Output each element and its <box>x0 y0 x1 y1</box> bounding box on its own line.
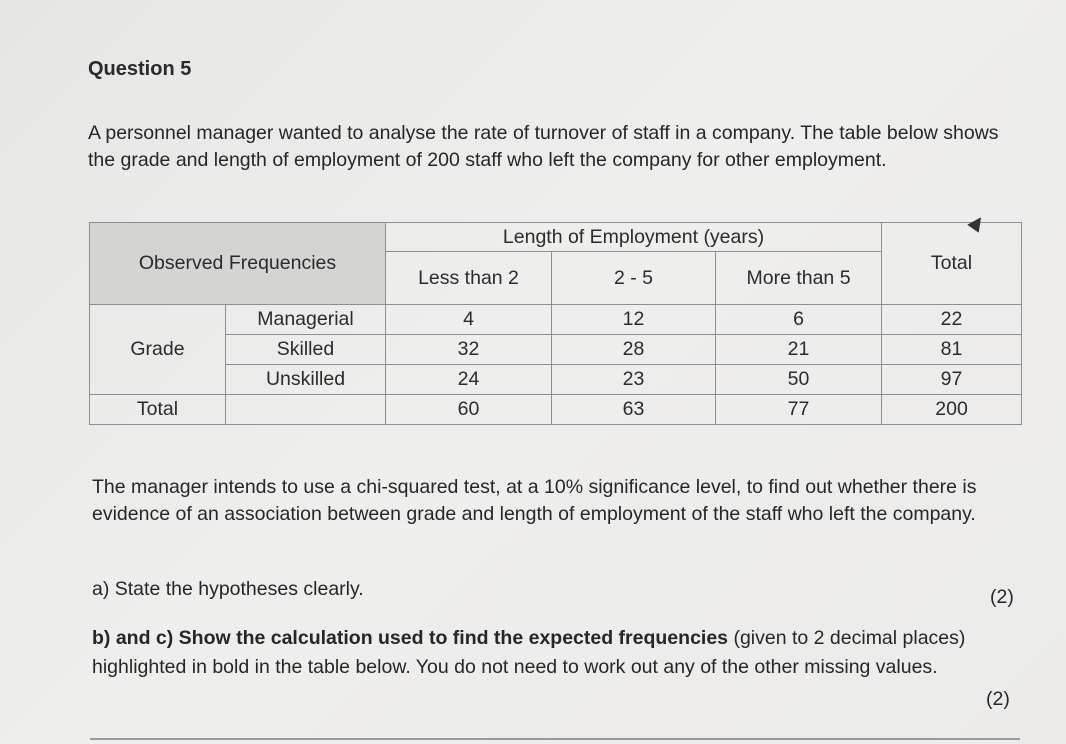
part-b-text <box>92 624 1012 682</box>
row-total: 22 <box>882 305 1022 335</box>
part-b-bold: b) and c) Show the calculation used to find the expected frequencies <box>92 627 729 649</box>
next-table-border <box>90 738 1020 740</box>
total-row-label: Total <box>90 395 226 425</box>
table-cell: 6 <box>716 305 882 335</box>
part-a-text: a) State the hypotheses clearly. <box>92 578 364 600</box>
row-total: 97 <box>882 365 1022 395</box>
group-header: Length of Employment (years) <box>386 223 882 252</box>
table-cell: 23 <box>552 365 716 395</box>
observed-frequencies-table <box>89 222 1022 425</box>
part-b-marks: (2) <box>986 688 1010 710</box>
row-group-label: Grade <box>90 305 226 395</box>
row-label-managerial: Managerial <box>226 305 386 335</box>
part-a-marks: (2) <box>990 586 1014 608</box>
table-cell: 32 <box>386 335 552 365</box>
empty-cell <box>226 395 386 425</box>
chi-squared-paragraph: The manager intends to use a chi-squared test, at a 10% significance level, to find out whether there is evidence of an association between grade and length of employment of the staff who left the company. <box>92 476 977 525</box>
row-label-unskilled: Unskilled <box>226 365 386 395</box>
row-total: 81 <box>882 335 1022 365</box>
table-cell: 12 <box>552 305 716 335</box>
table-cell: 21 <box>716 335 882 365</box>
column-total: 63 <box>552 395 716 425</box>
table-cell: 50 <box>716 365 882 395</box>
column-total: 77 <box>716 395 882 425</box>
intro-paragraph: A personnel manager wanted to analyse the rate of turnover of staff in a company. The table below shows the grade and length of employment of 200 staff who left the company for other employment. <box>88 122 999 171</box>
table-cell: 24 <box>386 365 552 395</box>
col-header-2-5: 2 - 5 <box>552 252 716 305</box>
corner-label-cell: Observed Frequencies <box>90 223 386 305</box>
part-b-normal: (given to 2 decimal places) highlighted in bold in the table below. You do not need to work out any of the other missing values. <box>92 627 966 678</box>
row-label-skilled: Skilled <box>226 335 386 365</box>
question-title: Question 5 <box>88 58 192 80</box>
col-header-more-than-5: More than 5 <box>716 252 882 305</box>
total-header: Total <box>882 223 1022 305</box>
grand-total: 200 <box>882 395 1022 425</box>
table-cell: 28 <box>552 335 716 365</box>
col-header-less-than-2: Less than 2 <box>386 252 552 305</box>
column-total: 60 <box>386 395 552 425</box>
table-cell: 4 <box>386 305 552 335</box>
